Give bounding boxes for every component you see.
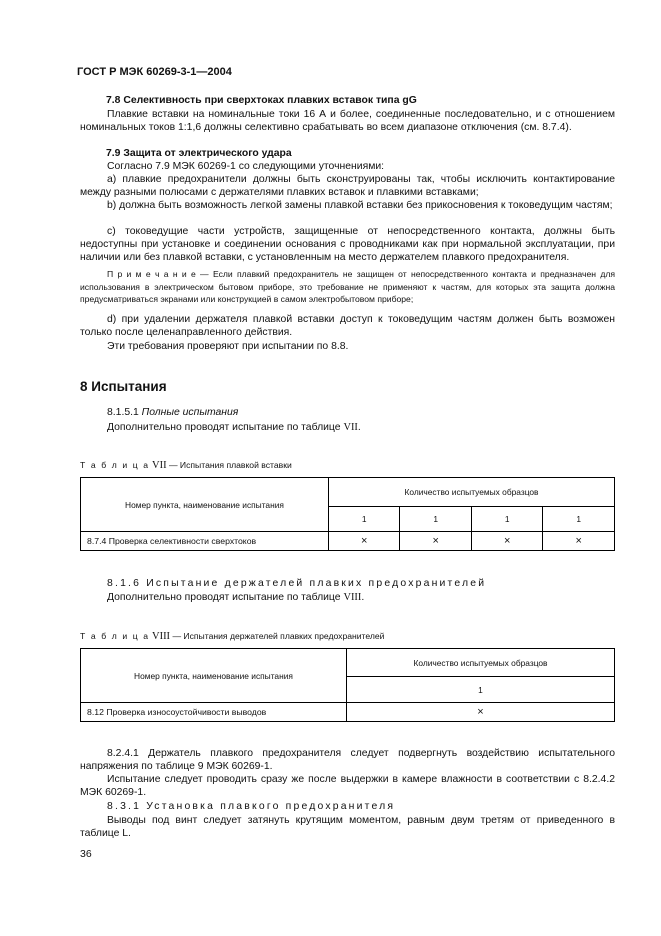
mark-cell: × <box>400 532 471 551</box>
table-ref: VIII <box>343 592 362 603</box>
count-cell: 1 <box>471 507 542 532</box>
table-ref: VII <box>343 422 358 433</box>
section-8-2-4-1: 8.2.4.1 Держатель плавкого предохранителя следует подвергнуть воздействию испытательного напряжения по таблице 9 МЭК 60269-1. <box>80 748 615 773</box>
count-cell: 1 <box>400 507 471 532</box>
section-8-1-5-1-title <box>80 406 615 419</box>
section-title: 8.1.6 Испытание держателей плавких предохранителей <box>107 578 487 589</box>
section-8-3-1-body: Выводы под винт следует затянуть крутящим моментом, равным двум третям от приведенного в таблице L. <box>80 815 615 840</box>
item-c: с) токоведущие части устройств, защищенные от непосредственного контакта, должны быть недоступны при установке и соединении основания с проводниками как при нормальной эксплуатации, при наличии или без плавкой вставки, с установленным на место держателем плавкого предохранителя. <box>80 226 615 264</box>
table-8-caption <box>80 631 384 642</box>
section-8-2-4-1-b: Испытание следует проводить сразу же после выдержки в камере влажности в соответствии с 8.2.4.2 МЭК 60269-1. <box>80 774 615 799</box>
note-label: П р и м е ч а н и е <box>107 269 196 279</box>
col2-header: Количество испытуемых образцов <box>329 478 615 507</box>
caption-text: — Испытания плавкой вставки <box>166 460 292 470</box>
caption-number: VIII <box>151 631 171 642</box>
section-title: Полные испытания <box>141 407 239 418</box>
section-7-8-title: 7.8 Селективность при сверхтоках плавких вставок типа gG <box>106 95 417 106</box>
section-8-3-1-title <box>80 800 615 813</box>
col1-header: Номер пункта, наименование испытания <box>81 478 329 532</box>
table-8 <box>80 648 615 722</box>
item-d: d) при удалении держателя плавкой вставки доступ к токоведущим частям должен быть возможен только после целенаправленного действия. <box>80 314 615 339</box>
section-8-1-5-1-body: Дополнительно проводят испытание по таблице VII. <box>107 422 361 433</box>
caption-label: Т а б л и ц а <box>80 460 150 470</box>
mark-cell: × <box>543 532 615 551</box>
caption-text: — Испытания держателей плавких предохранителей <box>170 631 385 641</box>
table-7-caption <box>80 460 292 471</box>
body-text: Дополнительно проводят испытание по таблице <box>107 422 344 433</box>
mark-cell: × <box>347 703 615 722</box>
section-7-9-intro: Согласно 7.9 МЭК 60269-1 со следующими уточнениями: <box>107 161 385 172</box>
col1-header: Номер пункта, наименование испытания <box>81 649 347 703</box>
mark-cell: × <box>329 532 400 551</box>
section-8-heading: 8 Испытания <box>80 379 167 394</box>
section-8-1-6-title <box>80 577 615 590</box>
body-text: Дополнительно проводят испытание по таблице <box>107 592 344 603</box>
page-number: 36 <box>80 848 92 860</box>
note-text: — Если плавкий предохранитель не защищен от непосредственного контакта и предназначен для использования в электрическом бытовом приборе, это требование не применяют к частям, для которых эта защита должна предусматриваться экранами или конструкцией в самом электробытовом приборе; <box>80 269 615 305</box>
section-8-1-6-body: Дополнительно проводят испытание по таблице VIII. <box>107 592 365 603</box>
note <box>80 268 615 306</box>
mark-cell: × <box>471 532 542 551</box>
section-7-9-title: 7.9 Защита от электрического удара <box>106 148 292 159</box>
col2-header: Количество испытуемых образцов <box>347 649 615 677</box>
count-cell: 1 <box>329 507 400 532</box>
table-7 <box>80 477 615 551</box>
check-text: Эти требования проверяют при испытании по 8.8. <box>107 341 349 352</box>
caption-label: Т а б л и ц а <box>80 631 150 641</box>
item-b: b) должна быть возможность легкой замены плавкой вставки без прикосновения к токоведущим частям; <box>107 200 613 211</box>
count-cell: 1 <box>347 677 615 703</box>
document-header: ГОСТ Р МЭК 60269-3-1—2004 <box>77 66 232 78</box>
row-label: 8.7.4 Проверка селективности сверхтоков <box>81 532 329 551</box>
section-title: 8.3.1 Установка плавкого предохранителя <box>107 801 396 812</box>
section-7-8-body: Плавкие вставки на номинальные токи 16 А и более, соединенные последовательно, и с отношением номинальных токов 1:1,6 должны селективно срабатывать во всем диапазоне отключения (см. 8.7.4). <box>80 109 615 134</box>
item-a: а) плавкие предохранители должны быть сконструированы так, чтобы исключить контактирование между разными полюсами с держателями плавких вставок и плавкими вставками; <box>80 174 615 199</box>
count-cell: 1 <box>543 507 615 532</box>
caption-number: VII <box>151 460 167 471</box>
section-number: 8.1.5.1 <box>107 407 142 418</box>
row-label: 8.12 Проверка износоустойчивости выводов <box>81 703 347 722</box>
